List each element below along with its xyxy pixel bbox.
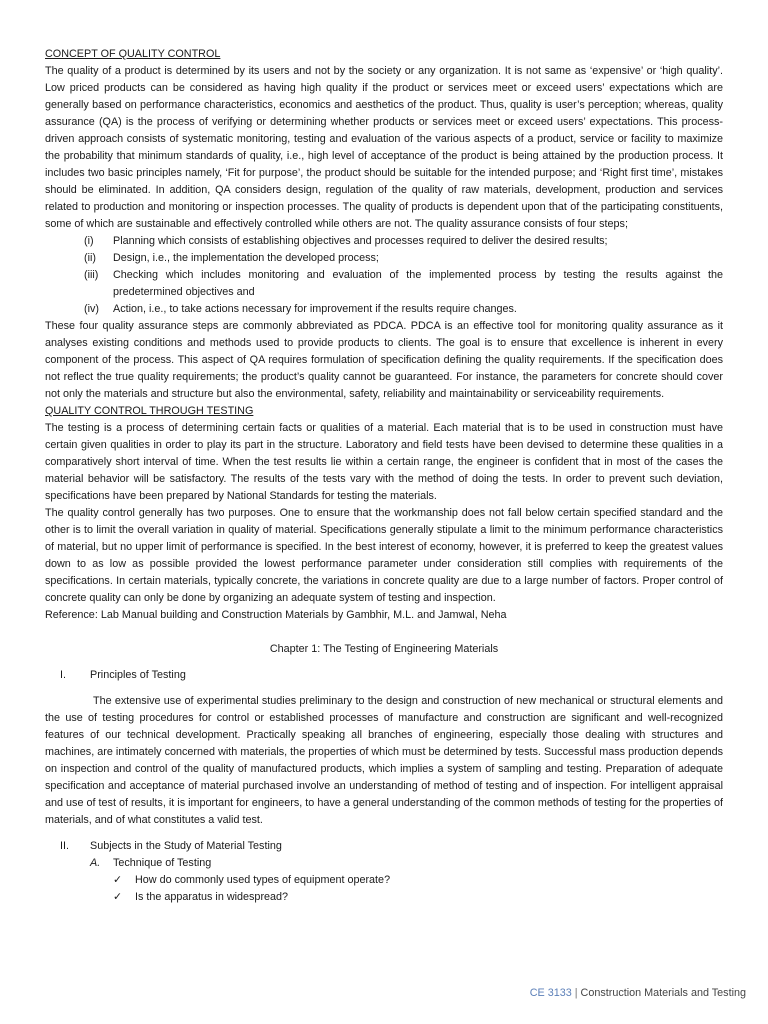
step-number: (iii) xyxy=(84,269,99,281)
checklist-text: Is the apparatus in widespread? xyxy=(135,891,289,903)
section-heading-principles xyxy=(45,667,723,684)
step-text: Design, i.e., the implementation the developed process; xyxy=(113,252,379,264)
step-text: Checking which includes monitoring and evaluation of the implemented process by testing the results against the predetermined objectives and xyxy=(113,269,723,298)
concept-heading: CONCEPT OF QUALITY CONTROL xyxy=(45,48,221,60)
principles-paragraph: The extensive use of experimental studies preliminary to the design and construction of new mechanical or structural elements and the use of testing procedures for control or established processes of manufacture and construction are significant and well-recognized features of our technical development. Practically speaking all branches of engineering, especially those dealing with structures and machines, are intimately concerned with materials, the properties of which must be determined by tests. Successful mass production depends on inspection and control of the quality of manufactured products, which implies a system of sampling and testing. Preparation of adequate specification and acceptance of material purchased involve an understanding of method of testing and of inspection. For intelligent appraisal and use of test of results, it is important for engineers, to have a general understanding of the common methods of testing for the properties of materials, and of what constitutes a valid test. xyxy=(45,695,723,826)
pdca-paragraph: These four quality assurance steps are commonly abbreviated as PDCA. PDCA is an effective tool for monitoring quality assurance as it analyses existing conditions and methods used to provide products to clients. The goal is to ensure that excellence is inherent in every component of the process. This aspect of QA requires formulation of specification defining the quality requirements. If the specification does not reflect the true quality requirements; the product’s quality cannot be guaranteed. For instance, the parameters for concrete should cover not only the materials and structure but also the environmental, safety, reliability and maintainability or serviceability requirements. xyxy=(45,320,723,400)
subsection-heading-technique xyxy=(45,855,723,872)
testing-paragraph-2: The quality control generally has two purposes. One to ensure that the workmanship does not fall below certain specified standard and the other is to limit the overall variation in quality of material. Specifications generally stipulate a limit to the minimum performance characteristics of material, but no upper limit of performance is specified. In the best interest of economy, however, it is preferred to keep the greatest values down to as low as possible provided the lowest performance parameter under consideration still complies with requirements of the specifications. In certain materials, typically concrete, the variations in concrete quality are due to a large number of factors. Proper control of concrete quality can only be done by organizing an adequate system of testing and inspection. xyxy=(45,507,723,604)
qa-step xyxy=(45,301,723,318)
qa-step xyxy=(45,267,723,301)
step-text: Action, i.e., to take actions necessary for improvement if the results require changes. xyxy=(113,303,517,315)
checkmark-icon: ✓ xyxy=(113,891,123,903)
step-number: (iv) xyxy=(84,303,99,315)
qa-steps-list xyxy=(45,233,723,318)
checklist-item xyxy=(45,872,723,889)
subsection-letter: A. xyxy=(90,857,101,869)
qa-step xyxy=(45,250,723,267)
section-title: Principles of Testing xyxy=(90,669,186,681)
checklist-item xyxy=(45,889,723,906)
course-code: CE 3133 xyxy=(529,987,572,999)
testing-heading: QUALITY CONTROL THROUGH TESTING xyxy=(45,405,254,417)
checkmark-icon: ✓ xyxy=(113,874,123,886)
section-number: II. xyxy=(60,840,69,852)
section-title: Subjects in the Study of Material Testing xyxy=(90,840,282,852)
step-text: Planning which consists of establishing objectives and processes required to deliver the desired results; xyxy=(113,235,608,247)
step-number: (i) xyxy=(84,235,94,247)
section-heading-subjects xyxy=(45,838,723,855)
testing-paragraph-1: The testing is a process of determining certain facts or qualities of a material. Each material that is to be used in construction must have certain given qualities in order to play its part in the structure. Laboratory and field tests have been devised to determine these qualities in a comparatively short interval of time. When the test results lie within a certain range, the engineer is confident that in most of the cases the material behavior will be satisfactory. The results of the tests vary with the method of doing the tests. In order to prevent such deviation, specifications have been prepared by National Standards for testing the materials. xyxy=(45,422,723,502)
reference-line: Reference: Lab Manual building and Construction Materials by Gambhir, M.L. and Jamwal, Neha xyxy=(45,609,507,621)
subsection-title: Technique of Testing xyxy=(113,857,212,869)
course-title: Construction Materials and Testing xyxy=(580,987,746,999)
step-number: (ii) xyxy=(84,252,96,264)
footer-separator: | xyxy=(574,987,578,999)
section-number: I. xyxy=(60,669,66,681)
qa-step xyxy=(45,233,723,250)
checklist-text: How do commonly used types of equipment operate? xyxy=(135,874,391,886)
page-footer xyxy=(530,985,746,1002)
technique-checklist xyxy=(45,872,723,906)
chapter-title: Chapter 1: The Testing of Engineering Materials xyxy=(269,643,499,655)
concept-paragraph: The quality of a product is determined by its users and not by the society or any organization. It is not same as ‘expensive’ or ‘high quality’. Low priced products can be considered as having high quality if the product or services meet or exceed users’ expectations which are generally based on performance characteristics, economics and aesthetics of the product. Thus, quality is user’s perception; whereas, quality assurance (QA) is the process of verifying or determining whether products or services meet or exceed users’ expectations. This process-driven approach consists of systematic monitoring, testing and evaluation of the various aspects of a product, service or facility to maximize the probability that minimum standards of quality, i.e., high level of acceptance of the product is being attained by the production process. It includes two basic principles namely, ‘Fit for purpose’, the product should be suitable for the intended purpose; and ‘Right first time’, mistakes should be eliminated. In addition, QA considers design, regulation of the quality of raw materials, development, production and services related to production and monitoring or inspection processes. The quality of products is dependent upon that of the participating constituents, some of which are sustainable and effectively controlled while others are not. The quality assurance consists of four steps; xyxy=(45,65,723,230)
